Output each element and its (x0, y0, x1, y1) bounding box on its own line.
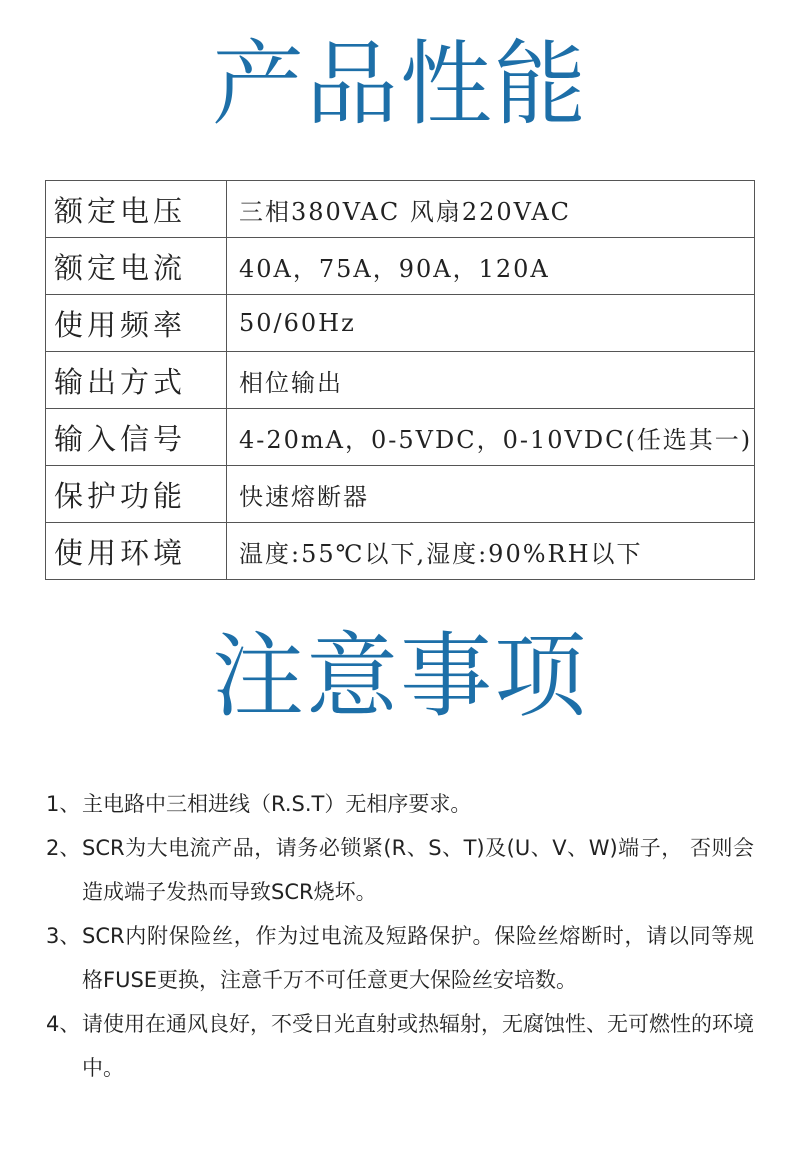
spec-value: 4-20mA，0-5VDC，0-10VDC(任选其一) (227, 409, 755, 466)
note-number: 1、 (46, 792, 81, 816)
note-item (0, 826, 800, 914)
note-text: SCR内附保险丝，作为过电流及短路保护。保险丝熔断时，请以同等规格FUSE更换，注意千万不可任意更大保险丝安培数。 (82, 924, 754, 992)
section-title-notes: 注意事项 (211, 623, 588, 730)
note-item (0, 914, 800, 1002)
spec-row-environment (46, 523, 755, 580)
note-number: 4、 (46, 1012, 81, 1036)
note-number: 3、 (46, 924, 81, 948)
spec-row-output-mode (46, 352, 755, 409)
spec-label: 额定电压 (46, 181, 227, 238)
spec-label: 使用环境 (46, 523, 227, 580)
spec-row-rated-current (46, 238, 755, 295)
spec-row-protection (46, 466, 755, 523)
spec-label: 保护功能 (46, 466, 227, 523)
spec-label: 输入信号 (46, 409, 227, 466)
section-title-performance: 产品性能 (211, 31, 588, 138)
spec-label: 额定电流 (46, 238, 227, 295)
note-number: 2、 (46, 836, 81, 860)
note-item (0, 782, 800, 826)
spec-row-frequency (46, 295, 755, 352)
spec-value: 相位输出 (227, 352, 755, 409)
spec-value: 三相380VAC 风扇220VAC (227, 181, 755, 238)
spec-value: 快速熔断器 (227, 466, 755, 523)
spec-value: 40A，75A，90A，120A (227, 238, 755, 295)
note-text: 请使用在通风良好，不受日光直射或热辐射，无腐蚀性、无可燃性的环境中。 (82, 1012, 754, 1080)
spec-label: 输出方式 (46, 352, 227, 409)
note-text: SCR为大电流产品，请务必锁紧(R、S、T)及(U、V、W)端子， 否则会造成端子发热而导致SCR烧坏。 (82, 836, 754, 904)
spec-value: 温度:55℃以下,湿度:90%RH以下 (227, 523, 755, 580)
spec-table (45, 180, 755, 580)
note-item (0, 1002, 800, 1090)
note-text: 主电路中三相进线（R.S.T）无相序要求。 (82, 792, 472, 816)
spec-row-rated-voltage (46, 181, 755, 238)
notes-list (0, 782, 800, 1090)
spec-label: 使用频率 (46, 295, 227, 352)
spec-row-input-signal (46, 409, 755, 466)
spec-value: 50/60Hz (227, 295, 755, 352)
